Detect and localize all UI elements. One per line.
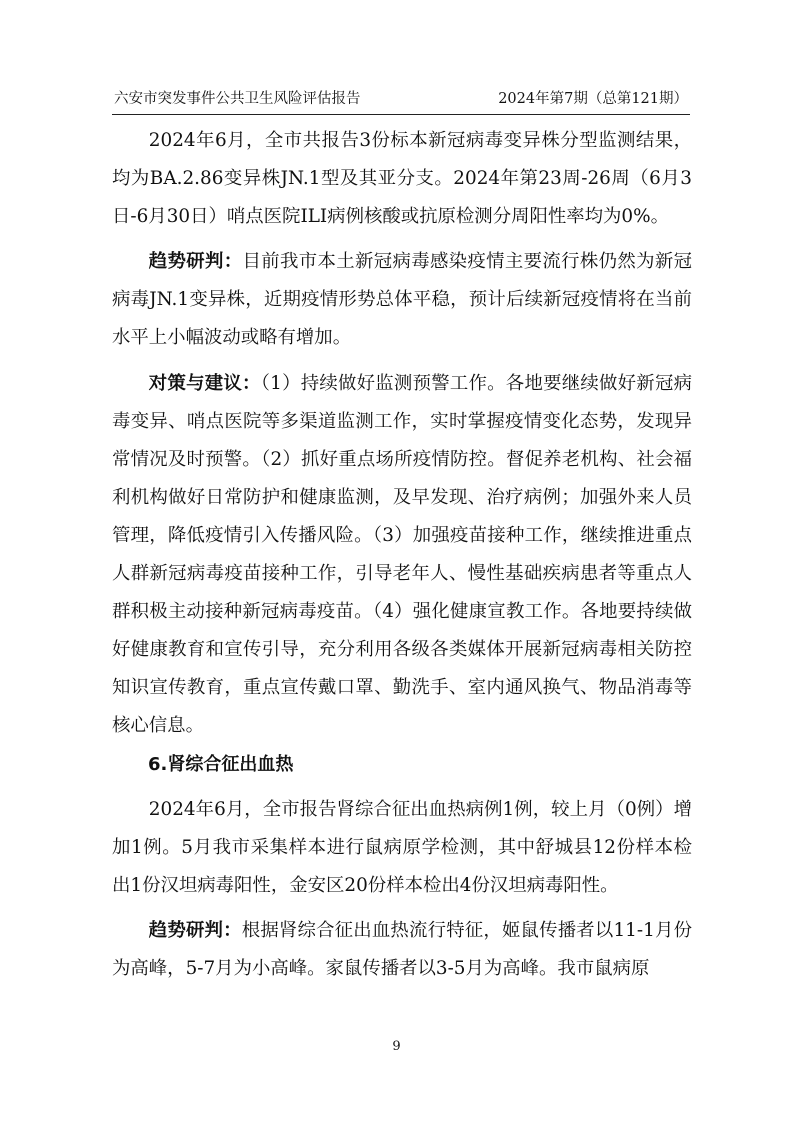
running-header xyxy=(112,90,690,115)
hfrs-trend-label: 趋势研判： xyxy=(148,919,242,941)
section-heading-hfrs: 6.肾综合征出血热 xyxy=(148,753,294,775)
measures-text: （1）持续做好监测预警工作。各地要继续做好新冠病毒变异、哨点医院等多渠道监测工作，实时掌握疫情变化态势，发现异常情况及时预警。（2）抓好重点场所疫情防控。督促养老机构、社会福利机构做好日常防护和健康监测，及早发现、治疗病例；加强外来人员管理，降低疫情引入传播风险。（3）加强疫苗接种工作，继续推进重点人群新冠病毒疫苗接种工作，引导老年人、慢性基础疾病患者等重点人群积极主动接种新冠病毒疫苗。（4）强化健康宣教工作。各地要持续做好健康教育和宣传引导，充分利用各级各类媒体开展新冠病毒相关防控知识宣传教育，重点宣传戴口罩、勤洗手、室内通风换气、物品消毒等核心信息。 xyxy=(112,372,692,737)
trend-text: 目前我市本土新冠病毒感染疫情主要流行株仍然为新冠病毒JN.1变异株，近期疫情形势总体平稳，预计后续新冠疫情将在当前水平上小幅波动或略有增加。 xyxy=(112,251,692,349)
trend-label: 趋势研判： xyxy=(148,251,243,273)
hfrs-trend-text: 根据肾综合征出血热流行特征，姬鼠传播者以11-1月份为高峰，5-7月为小高峰。家鼠传播者以3-5月为高峰。我市鼠病原 xyxy=(112,919,692,979)
paragraph-covid-measures xyxy=(112,365,692,746)
paragraph-hfrs-trend xyxy=(112,912,692,988)
page-number: 9 xyxy=(392,1039,401,1054)
measures-label: 对策与建议： xyxy=(148,372,261,394)
paragraph-covid-trend xyxy=(112,243,692,357)
paragraph-covid-monitoring: 2024年6月，全市共报告3份标本新冠病毒变异株分型监测结果，均为BA.2.86变异株JN.1型及其亚分支。2024年第23周-26周（6月3日-6月30日）哨点医院ILI病例核酸或抗原检测分周阳性率均为0%。 xyxy=(112,130,692,228)
header-issue-number: 2024年第7期（总第121期） xyxy=(498,91,688,107)
header-report-title: 六安市突发事件公共卫生风险评估报告 xyxy=(114,91,361,107)
paragraph-hfrs-cases: 2024年6月，全市报告肾综合征出血热病例1例，较上月（0例）增加1例。5月我市采集样本进行鼠病原学检测，其中舒城县12份样本检出1份汉坦病毒阳性，金安区20份样本检出4份汉坦病毒阳性。 xyxy=(112,798,692,896)
document-body xyxy=(112,122,692,988)
